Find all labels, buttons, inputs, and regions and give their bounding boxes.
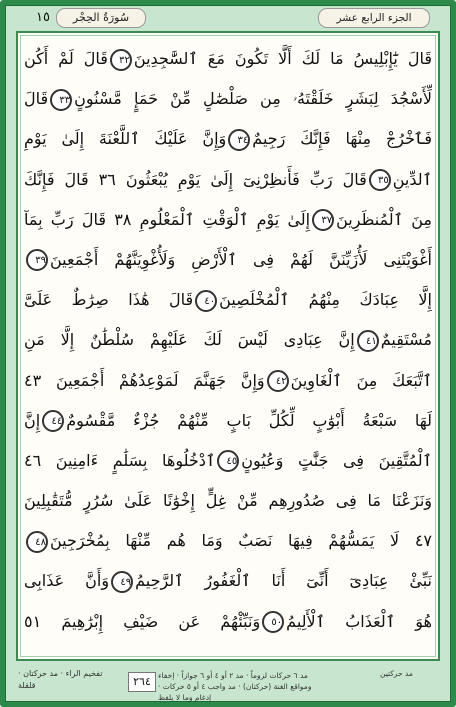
header-page-number: ١٥	[36, 10, 50, 25]
verse-line	[24, 602, 432, 642]
verse-text: قَالَ يَٰٓإِبْلِيسُ مَا لَكَ أَلَّا تَكُونَ مَعَ ٱلسَّٰجِدِينَ	[133, 49, 432, 68]
verse-line	[24, 119, 432, 159]
verse-text-continuation: وَأَنَّ عَذَابِى	[24, 571, 110, 591]
verse-text-continuation: وَإِنَّ جَهَنَّمَ لَمَوْعِدُهُمْ أَجْمَعِينَ ٤٣	[24, 370, 265, 390]
verse-lines	[24, 39, 432, 655]
ayah-number-marker: ٤٨	[26, 531, 48, 553]
verse-text-continuation: وَإِنَّ عَلَيْكَ ٱللَّعْنَةَ إِلَىٰ يَوْمِ	[24, 129, 227, 149]
verse-text: أَغْوَيْتَنِى لَأُزَيِّنَنَّ لَهُمْ فِى ٱلْأَرْضِ وَلَأُغْوِيَنَّهُمْ أَجْمَعِينَ	[50, 249, 432, 269]
verse-text: مِنَ ٱلْمُنظَرِينَ	[336, 209, 432, 229]
verse-text-continuation: قَالَ هَٰذَا صِرَٰطٌ عَلَىَّ	[24, 290, 194, 310]
verse-line	[24, 361, 432, 401]
ayah-number-marker: ٤١	[357, 330, 379, 352]
ayah-number-marker: ٣٩	[26, 249, 48, 271]
verse-text: ٱتَّبَعَكَ مِنَ ٱلْغَاوِينَ	[290, 370, 432, 390]
tajweed-legend-left: تفخيم الراء · مد حركتان · قلقلة	[18, 669, 103, 690]
page-footer	[8, 664, 448, 700]
tajweed-legend-right: مد حركتين	[380, 669, 413, 678]
verse-line	[24, 280, 432, 320]
verse-text-continuation: قَالَ رَبِّ فَأَنظِرْنِىٓ إِلَىٰ يَوْمِ يُبْعَثُونَ ٣٦ قَالَ فَإِنَّكَ	[24, 169, 367, 189]
ayah-number-marker: ٣٣	[50, 89, 72, 111]
ayah-number-marker: ٣٥	[369, 169, 391, 191]
quran-text-panel	[16, 31, 440, 661]
verse-text-continuation: ٱدْخُلُوهَا بِسَلَٰمٍ ءَامِنِينَ ٤٦	[24, 450, 216, 470]
footer-page-number: ٢٦٤	[128, 672, 156, 692]
surah-name-label: سُورَةُ الحِجْر	[56, 8, 146, 28]
verse-text-continuation: إِنَّ	[24, 410, 41, 430]
verse-text: وَنَزَعْنَا مَا فِى صُدُورِهِم مِّنْ غِلٍّ إِخْوَٰنًا عَلَىٰ سُرُرٍ مُّتَقَٰبِلِينَ	[24, 491, 432, 511]
verse-text-continuation: قَالَ	[24, 89, 49, 109]
verse-line	[24, 240, 432, 280]
verse-text: نَبِّئْ عِبَادِىٓ أَنِّىٓ أَنَا ٱلْغَفُورُ ٱلرَّحِيمُ	[135, 571, 432, 591]
page-header	[8, 7, 448, 29]
ayah-number-marker: ٣٧	[312, 209, 334, 231]
verse-text-continuation: إِنَّ عِبَادِى لَيْسَ لَكَ عَلَيْهِمْ سُلْطَٰنٌ إِلَّا مَنِ	[24, 330, 355, 350]
verse-text: فَٱخْرُجْ مِنْهَا فَإِنَّكَ رَجِيمٌ	[252, 129, 432, 149]
verse-line	[24, 200, 432, 240]
verse-text: ٤٧ لَا يَمَسُّهُمْ فِيهَا نَصَبٌ وَمَا هُم مِّنْهَا بِمُخْرَجِينَ	[50, 531, 432, 551]
verse-text-continuation: قَالَ لَمْ أَكُن	[24, 49, 108, 68]
ayah-number-marker: ٤٤	[42, 410, 64, 432]
verse-text: ٱلدِّينِ	[392, 169, 432, 189]
ayah-number-marker: ٤٥	[217, 450, 239, 472]
verse-text: لِّأَسْجُدَ لِبَشَرٍ خَلَقْتَهُۥ مِن صَلْصَٰلٍ مِّنْ حَمَإٍ مَّسْنُونٍ	[74, 89, 432, 109]
verse-line	[24, 39, 432, 79]
verse-line	[24, 79, 432, 119]
verse-line	[24, 441, 432, 481]
verse-line	[24, 401, 432, 441]
verse-line	[24, 521, 432, 561]
juz-name-label: الجزء الرابع عشر	[318, 8, 430, 28]
verse-line	[24, 481, 432, 521]
ayah-number-marker: ٤٢	[267, 370, 289, 392]
verse-text: إِلَّا عِبَادَكَ مِنْهُمُ ٱلْمُخْلَصِينَ	[219, 290, 432, 310]
ayah-number-marker: ٣٢	[110, 49, 132, 71]
verse-text-continuation: وَنَبِّئْهُمْ عَن ضَيْفِ إِبْرَٰهِيمَ ٥١	[24, 611, 261, 631]
verse-line	[24, 561, 432, 601]
tajweed-legend-middle: مد ٦ حركات لزوماً · مد ٢ أو ٤ أو ٦ جوازاً · إخفاء ومواقع الغنة (حركتان) · مد واجب ٤ أو ٥ حركات · إدغام وما لا يلفظ	[158, 671, 312, 702]
verse-line	[24, 160, 432, 200]
verse-text: هُوَ ٱلْعَذَابُ ٱلْأَلِيمُ	[286, 611, 432, 631]
verse-text: مُسْتَقِيمٌ	[380, 330, 432, 350]
ayah-number-marker: ٥٠	[262, 611, 284, 633]
ayah-number-marker: ٤٠	[195, 290, 217, 312]
ayah-number-marker: ٣٤	[228, 129, 250, 151]
verse-line	[24, 320, 432, 360]
verse-text: ٱلْمُتَّقِينَ فِى جَنَّٰتٍ وَعُيُونٍ	[241, 450, 432, 470]
verse-text-continuation: إِلَىٰ يَوْمِ ٱلْوَقْتِ ٱلْمَعْلُومِ ٣٨ قَالَ رَبِّ بِمَآ	[24, 209, 311, 229]
ayah-number-marker: ٤٩	[111, 571, 133, 593]
verse-text: لَهَا سَبْعَةُ أَبْوَٰبٍ لِّكُلِّ بَابٍ مِّنْهُمْ جُزْءٌ مَّقْسُومٌ	[66, 410, 432, 430]
